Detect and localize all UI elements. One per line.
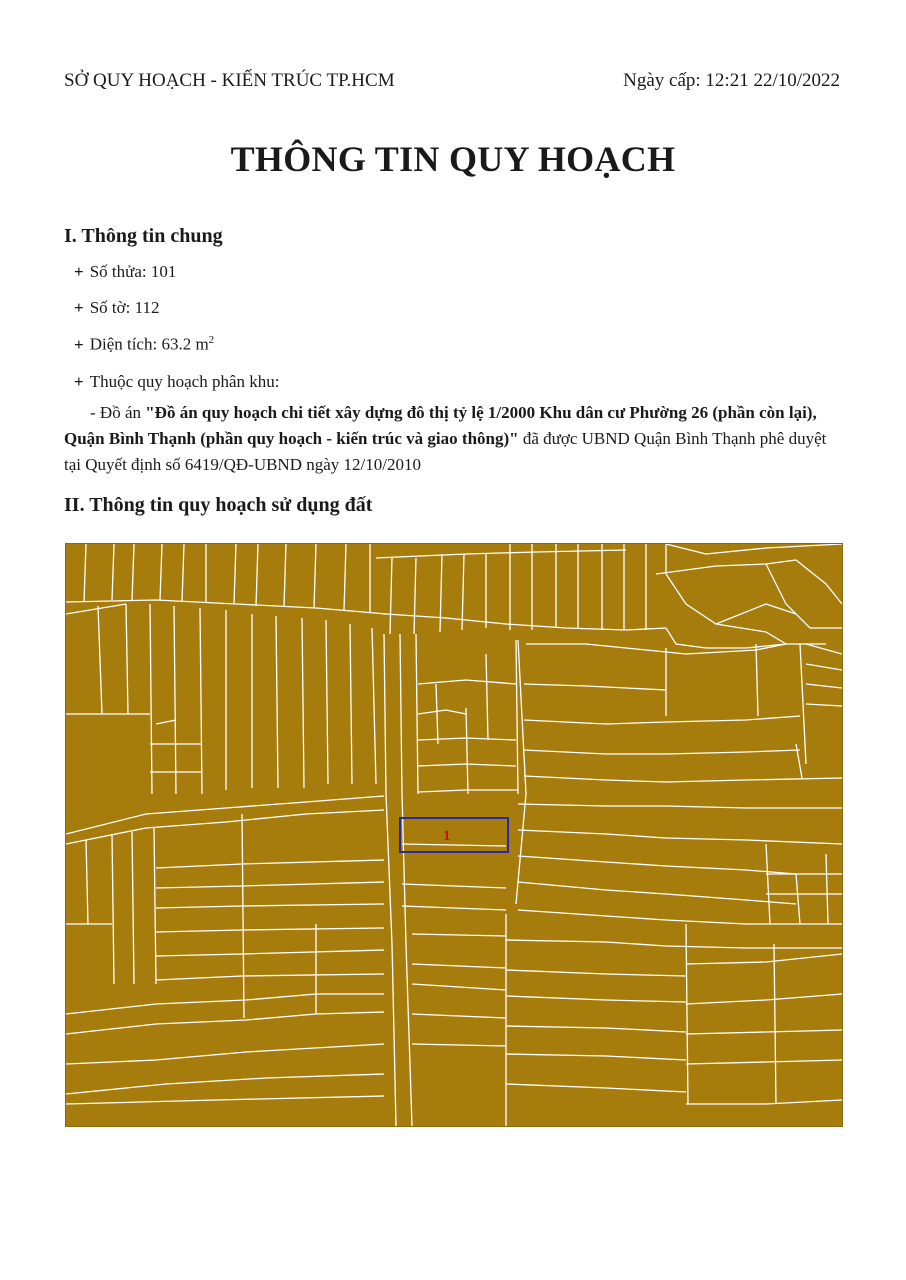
project-approval: đã được UBND Quận Bình Thạnh phê duyệt tại Quyết định số 6419/QĐ-UBND ngày 12/10/2010 (64, 429, 827, 474)
plus-icon: + (74, 334, 84, 354)
project-prefix: - Đồ án (90, 403, 146, 422)
cadastral-map[interactable] (66, 544, 842, 1126)
plot-marker: 1 (443, 828, 451, 844)
section-general-heading: I. Thông tin chung (64, 225, 223, 247)
agency-name: SỞ QUY HOẠCH - KIẾN TRÚC TP.HCM (64, 70, 395, 91)
project-paragraph (64, 400, 844, 478)
plot-number: Số thửa: 101 (89, 262, 177, 281)
project-name: "Đồ án quy hoạch chi tiết xây dựng đô thị tỷ lệ 1/2000 Khu dân cư Phường 26 (phần còn lại), Quận Bình Thạnh (phần quy hoạch - kiến trúc và giao thông)" (64, 403, 817, 448)
area-unit-exponent: 2 (208, 334, 215, 346)
plot-number-item (74, 262, 176, 282)
sheet-number-item (74, 298, 159, 318)
cadastral-map-svg (66, 544, 842, 1126)
plus-icon: + (74, 372, 84, 391)
zone-item (74, 372, 279, 392)
target-plot-outline (400, 818, 508, 852)
plus-icon: + (74, 298, 84, 317)
sheet-number: Số tờ: 112 (89, 298, 160, 317)
issue-date: Ngày cấp: 12:21 22/10/2022 (623, 70, 840, 91)
section-land-use-heading: II. Thông tin quy hoạch sử dụng đất (64, 494, 373, 516)
plus-icon: + (74, 262, 84, 281)
parcel-boundaries (66, 544, 842, 1126)
page-title: THÔNG TIN QUY HOẠCH (230, 139, 676, 179)
area-value: Diện tích: 63.2 m (89, 334, 209, 354)
zone-label: Thuộc quy hoạch phân khu: (89, 372, 280, 391)
area-item (74, 334, 214, 355)
